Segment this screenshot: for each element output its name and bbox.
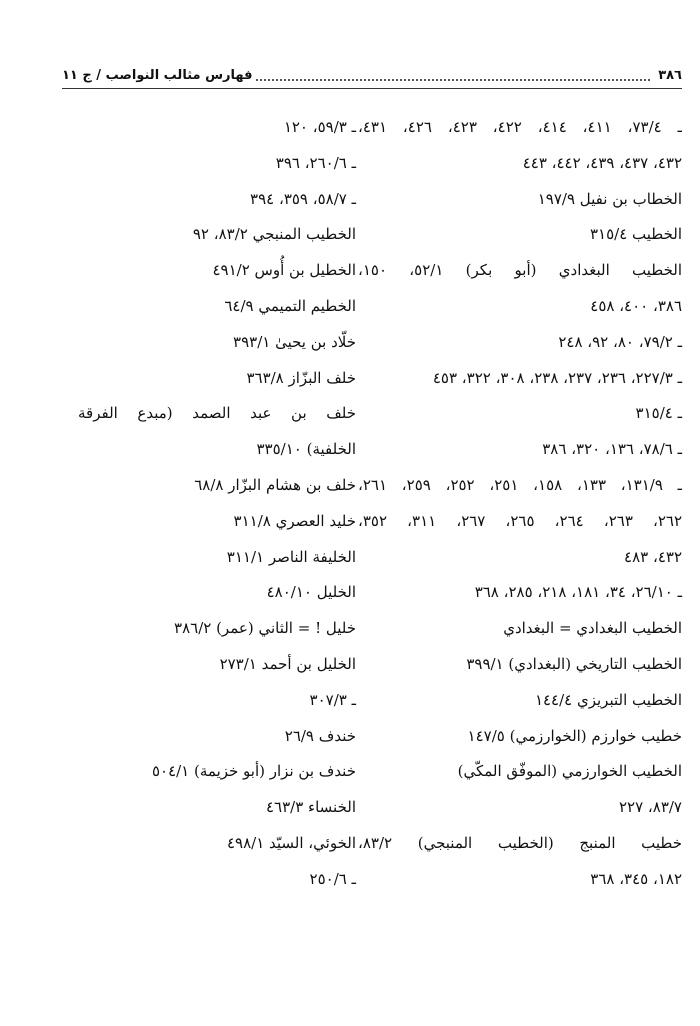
index-entry: ـ ١٣١/٩، ١٣٣، ١٥٨، ٢٥١، ٢٥٢، ٢٥٩، ٢٦١، xyxy=(358,475,682,494)
index-entry: الخطيب البغدادي = البغدادي xyxy=(503,619,682,638)
index-entry: الخلفية) ٣٣٥/١٠ xyxy=(256,440,356,459)
index-entry: ـ ٧٩/٢، ٨٠، ٩٢، ٢٤٨ xyxy=(558,332,682,351)
index-entry: ـ ٧٨/٦، ١٣٦، ٣٢٠، ٣٨٦ xyxy=(542,440,682,459)
index-entry: الخطيب الخوارزمي (الموفّق المكّي) xyxy=(457,762,682,781)
index-entry: ـ ٢٦/١٠، ٣٤، ١٨١، ٢١٨، ٢٨٥، ٣٦٨ xyxy=(474,583,682,602)
index-entry: الخطيب ٣١٥/٤ xyxy=(589,225,682,244)
index-entry: الخنساء ٤٦٣/٣ xyxy=(265,798,356,817)
index-entry: الخليل ٤٨٠/١٠ xyxy=(266,583,356,602)
index-entry: الخطيب البغدادي (أبو بكر) ٥٢/١، ١٥٠، xyxy=(358,261,682,280)
index-entry: ١٨٢، ٣٤٥، ٣٦٨ xyxy=(590,869,682,888)
index-entry: خلف البزّاز ٣٦٣/٨ xyxy=(246,368,356,387)
index-entry: ـ ٣٠٧/٣ xyxy=(309,690,356,709)
index-entry: الخطيب التبريزي ١٤٤/٤ xyxy=(534,690,682,709)
index-entry: خلف بن هشام البزّار ٦٨/٨ xyxy=(194,475,356,494)
index-entry: الخطيب التاريخي (البغدادي) ٣٩٩/١ xyxy=(466,654,682,673)
dotted-leader xyxy=(256,79,650,81)
index-entry: ٢٦٢، ٢٦٣، ٢٦٤، ٢٦٥، ٢٦٧، ٣١١، ٣٥٢، xyxy=(358,511,682,530)
index-column-right xyxy=(358,110,682,898)
index-entry: خلف بن عبد الصمد (مبدع الفرقة xyxy=(78,404,356,423)
index-entry: الخطيم التميمي ٦٤/٩ xyxy=(224,296,356,315)
index-entry: الخليل بن أحمد ٢٧٣/١ xyxy=(219,654,356,673)
index-entry: خليد العصري ٣١١/٨ xyxy=(233,511,356,530)
index-entry: خندف ٢٦/٩ xyxy=(284,726,356,745)
index-entry: ٨٣/٧، ٢٢٧ xyxy=(618,798,682,817)
index-entry: خطيب المنبج (الخطيب المنبجي) ٨٣/٢، xyxy=(358,833,682,852)
index-entry: ـ ٣١٥/٤ xyxy=(635,404,682,423)
index-entry: خلّاد بن يحيىٰ ٣٩٣/١ xyxy=(233,332,356,351)
index-entry: ـ ٥٨/٧، ٣٥٩، ٣٩٤ xyxy=(250,189,356,208)
index-entry: الخطاب بن نفيل ١٩٧/٩ xyxy=(537,189,682,208)
running-header xyxy=(62,62,682,89)
index-entry: ـ ٢٢٧/٣، ٢٣٦، ٢٣٧، ٢٣٨، ٣٠٨، ٣٢٢، ٤٥٣ xyxy=(432,368,682,387)
index-entry: ـ ٢٦٠/٦، ٣٩٦ xyxy=(275,153,356,172)
index-entry: ٤٣٢، ٤٣٧، ٤٣٩، ٤٤٢، ٤٤٣ xyxy=(522,153,682,172)
index-entry: ـ ٢٥٠/٦ xyxy=(309,869,356,888)
index-entry: ـ ٥٩/٣، ١٢٠ xyxy=(283,118,356,136)
index-entry: ٣٨٦، ٤٠٠، ٤٥٨ xyxy=(590,296,682,315)
header-title: فهارس مثالب النواصب / ج ١١ xyxy=(62,67,253,83)
index-column-left xyxy=(78,110,356,898)
index-entry: الخطيب المنبجي ٨٣/٢، ٩٢ xyxy=(192,225,356,244)
index-entry: ـ ٧٣/٤، ٤١١، ٤١٤، ٤٢٢، ٤٢٣، ٤٢٦، ٤٣١، xyxy=(358,118,682,136)
index-entry: الخوئي، السيّد ٤٩٨/١ xyxy=(226,833,356,852)
index-entry: خندف بن نزار (أبو خزيمة) ٥٠٤/١ xyxy=(151,762,356,781)
index-entry: ٤٣٢، ٤٨٣ xyxy=(624,547,682,566)
index-entry: خطيب خوارزم (الخوارزمي) ١٤٧/٥ xyxy=(467,726,682,745)
index-entry: خليل ! = الثاني (عمر) ٣٨٦/٢ xyxy=(174,619,356,638)
page-number: ٣٨٦ xyxy=(658,67,682,83)
index-entry: الخليفة الناصر ٣١١/١ xyxy=(226,547,356,566)
index-entry: الخطيل بن أُوس ٤٩١/٢ xyxy=(212,261,356,280)
